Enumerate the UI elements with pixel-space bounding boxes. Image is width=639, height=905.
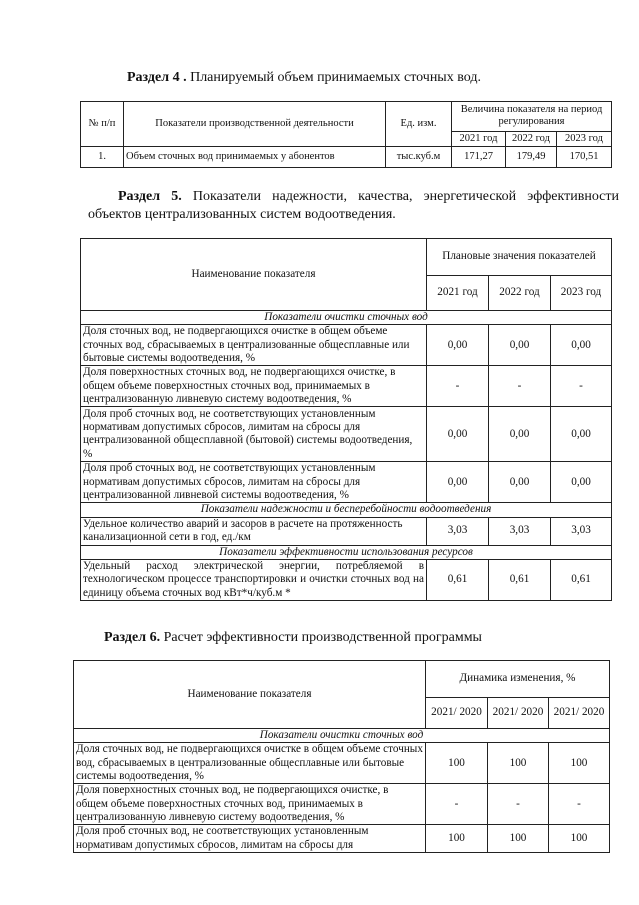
row-name: Доля проб сточных вод, не соответствующих установленным нормативам допустимых сбросов, лимитам на сбросы для bbox=[74, 825, 426, 853]
group-header: Показатели эффективности использования ресурсов bbox=[81, 545, 612, 559]
row-value: 0,00 bbox=[427, 462, 489, 503]
year-header: 2023 год bbox=[551, 276, 612, 311]
period-header: 2021/ 2020 bbox=[549, 698, 610, 729]
row-value: 3,03 bbox=[551, 517, 612, 545]
group-header: Показатели очистки сточных вод bbox=[81, 311, 612, 325]
row-value: 0,00 bbox=[489, 325, 551, 366]
row-name: Доля проб сточных вод, не соответствующих установленным нормативам допустимых сбросов, лимитам на сбросы для централизованной ливневой системы водоотведения, % bbox=[81, 462, 427, 503]
year-header: 2023 год bbox=[557, 131, 612, 146]
year-header: 2021 год bbox=[427, 276, 489, 311]
row-value: 0,00 bbox=[489, 407, 551, 462]
col-name-header: Наименование показателя bbox=[74, 661, 426, 729]
section6-heading-number: Раздел 6. bbox=[104, 630, 161, 645]
row-value: - bbox=[426, 784, 488, 825]
row-value: 100 bbox=[488, 825, 549, 853]
row-value: 0,00 bbox=[551, 325, 612, 366]
col-name-header: Показатели производственной деятельности bbox=[124, 102, 386, 147]
row-value: 3,03 bbox=[489, 517, 551, 545]
period-header: 2021/ 2020 bbox=[426, 698, 488, 729]
row-value: - bbox=[489, 366, 551, 407]
row-value: 171,27 bbox=[452, 147, 506, 168]
table-row bbox=[74, 743, 610, 784]
row-value: 100 bbox=[426, 743, 488, 784]
section4-heading bbox=[127, 69, 481, 86]
row-value: 100 bbox=[549, 825, 610, 853]
section6-heading-text: Расчет эффективности производственной программы bbox=[160, 630, 482, 645]
row-name: Удельное количество аварий и засоров в расчете на протяженность канализационной сети в год, ед./км bbox=[81, 517, 427, 545]
row-value: 0,00 bbox=[551, 407, 612, 462]
row-value: 179,49 bbox=[506, 147, 557, 168]
row-unit: тыс.куб.м bbox=[386, 147, 452, 168]
row-value: - bbox=[488, 784, 549, 825]
year-header: 2021 год bbox=[452, 131, 506, 146]
efficiency-table bbox=[73, 660, 610, 853]
row-name: Доля сточных вод, не подвергающихся очистке в общем объеме сточных вод, сбрасываемых в централизованные общесплавные или бытовые системы водоотведения, % bbox=[81, 325, 427, 366]
table-row bbox=[81, 462, 612, 503]
row-name: Доля проб сточных вод, не соответствующих установленным нормативам допустимых сбросов, лимитам на сбросы для централизованной общесплавной (бытовой) системы водоотведения, % bbox=[81, 407, 427, 462]
row-name: Удельный расход электрической энергии, потребляемой в технологическом процессе транспортировки и очистки сточных вод на единицу объема сточных вод кВт*ч/куб.м * bbox=[81, 559, 427, 600]
row-name: Доля сточных вод, не подвергающихся очистке в общем объеме сточных вод, сбрасываемых в централизованные общесплавные или бытовые системы водоотведения, % bbox=[74, 743, 426, 784]
row-value: 0,00 bbox=[427, 325, 489, 366]
year-header: 2022 год bbox=[506, 131, 557, 146]
table-row bbox=[81, 559, 612, 600]
year-header: 2022 год bbox=[489, 276, 551, 311]
col-plan-header: Плановые значения показателей bbox=[427, 239, 612, 276]
period-header: 2021/ 2020 bbox=[488, 698, 549, 729]
section4-heading-number: Раздел 4 . bbox=[127, 70, 187, 85]
row-value: - bbox=[551, 366, 612, 407]
row-value: 100 bbox=[549, 743, 610, 784]
row-value: 170,51 bbox=[557, 147, 612, 168]
row-value: 0,00 bbox=[489, 462, 551, 503]
col-name-header: Наименование показателя bbox=[81, 239, 427, 311]
row-value: - bbox=[427, 366, 489, 407]
row-name: Объем сточных вод принимаемых у абонентов bbox=[124, 147, 386, 168]
section6-heading bbox=[104, 629, 482, 646]
section5-heading-text: Показатели надежности, качества, энергетической эффективности объектов централизованных систем водоотведения. bbox=[88, 189, 619, 222]
table-row bbox=[81, 325, 612, 366]
row-value: 0,61 bbox=[427, 559, 489, 600]
row-name: Доля поверхностных сточных вод, не подвергающихся очистке, в общем объеме поверхностных сточных вод, принимаемых в централизованную ливневую систему водоотведения, % bbox=[81, 366, 427, 407]
group-header: Показатели очистки сточных вод bbox=[74, 729, 610, 743]
row-value: 0,61 bbox=[489, 559, 551, 600]
table-row bbox=[81, 407, 612, 462]
row-value: 100 bbox=[426, 825, 488, 853]
table-row bbox=[74, 784, 610, 825]
row-value: 0,61 bbox=[551, 559, 612, 600]
volume-table bbox=[80, 101, 612, 168]
row-value: 100 bbox=[488, 743, 549, 784]
table-row bbox=[81, 147, 612, 168]
col-dynamics-header: Динамика изменения, % bbox=[426, 661, 610, 698]
col-num-header: № п/п bbox=[81, 102, 124, 147]
section5-heading bbox=[88, 188, 619, 224]
section4-heading-text: Планируемый объем принимаемых сточных вод. bbox=[186, 70, 481, 85]
row-value: 0,00 bbox=[551, 462, 612, 503]
row-value: - bbox=[549, 784, 610, 825]
row-num: 1. bbox=[81, 147, 124, 168]
row-name: Доля поверхностных сточных вод, не подвергающихся очистке, в общем объеме поверхностных сточных вод, принимаемых в централизованную ливневую систему водоотведения, % bbox=[74, 784, 426, 825]
table-row bbox=[81, 366, 612, 407]
col-unit-header: Ед. изм. bbox=[386, 102, 452, 147]
row-value: 0,00 bbox=[427, 407, 489, 462]
row-value: 3,03 bbox=[427, 517, 489, 545]
table-row bbox=[74, 825, 610, 853]
indicators-table bbox=[80, 238, 612, 601]
table-row bbox=[81, 517, 612, 545]
col-period-header: Величина показателя на период регулирования bbox=[452, 102, 612, 132]
group-header: Показатели надежности и бесперебойности водоотведения bbox=[81, 503, 612, 517]
section5-heading-number: Раздел 5. bbox=[118, 189, 182, 204]
